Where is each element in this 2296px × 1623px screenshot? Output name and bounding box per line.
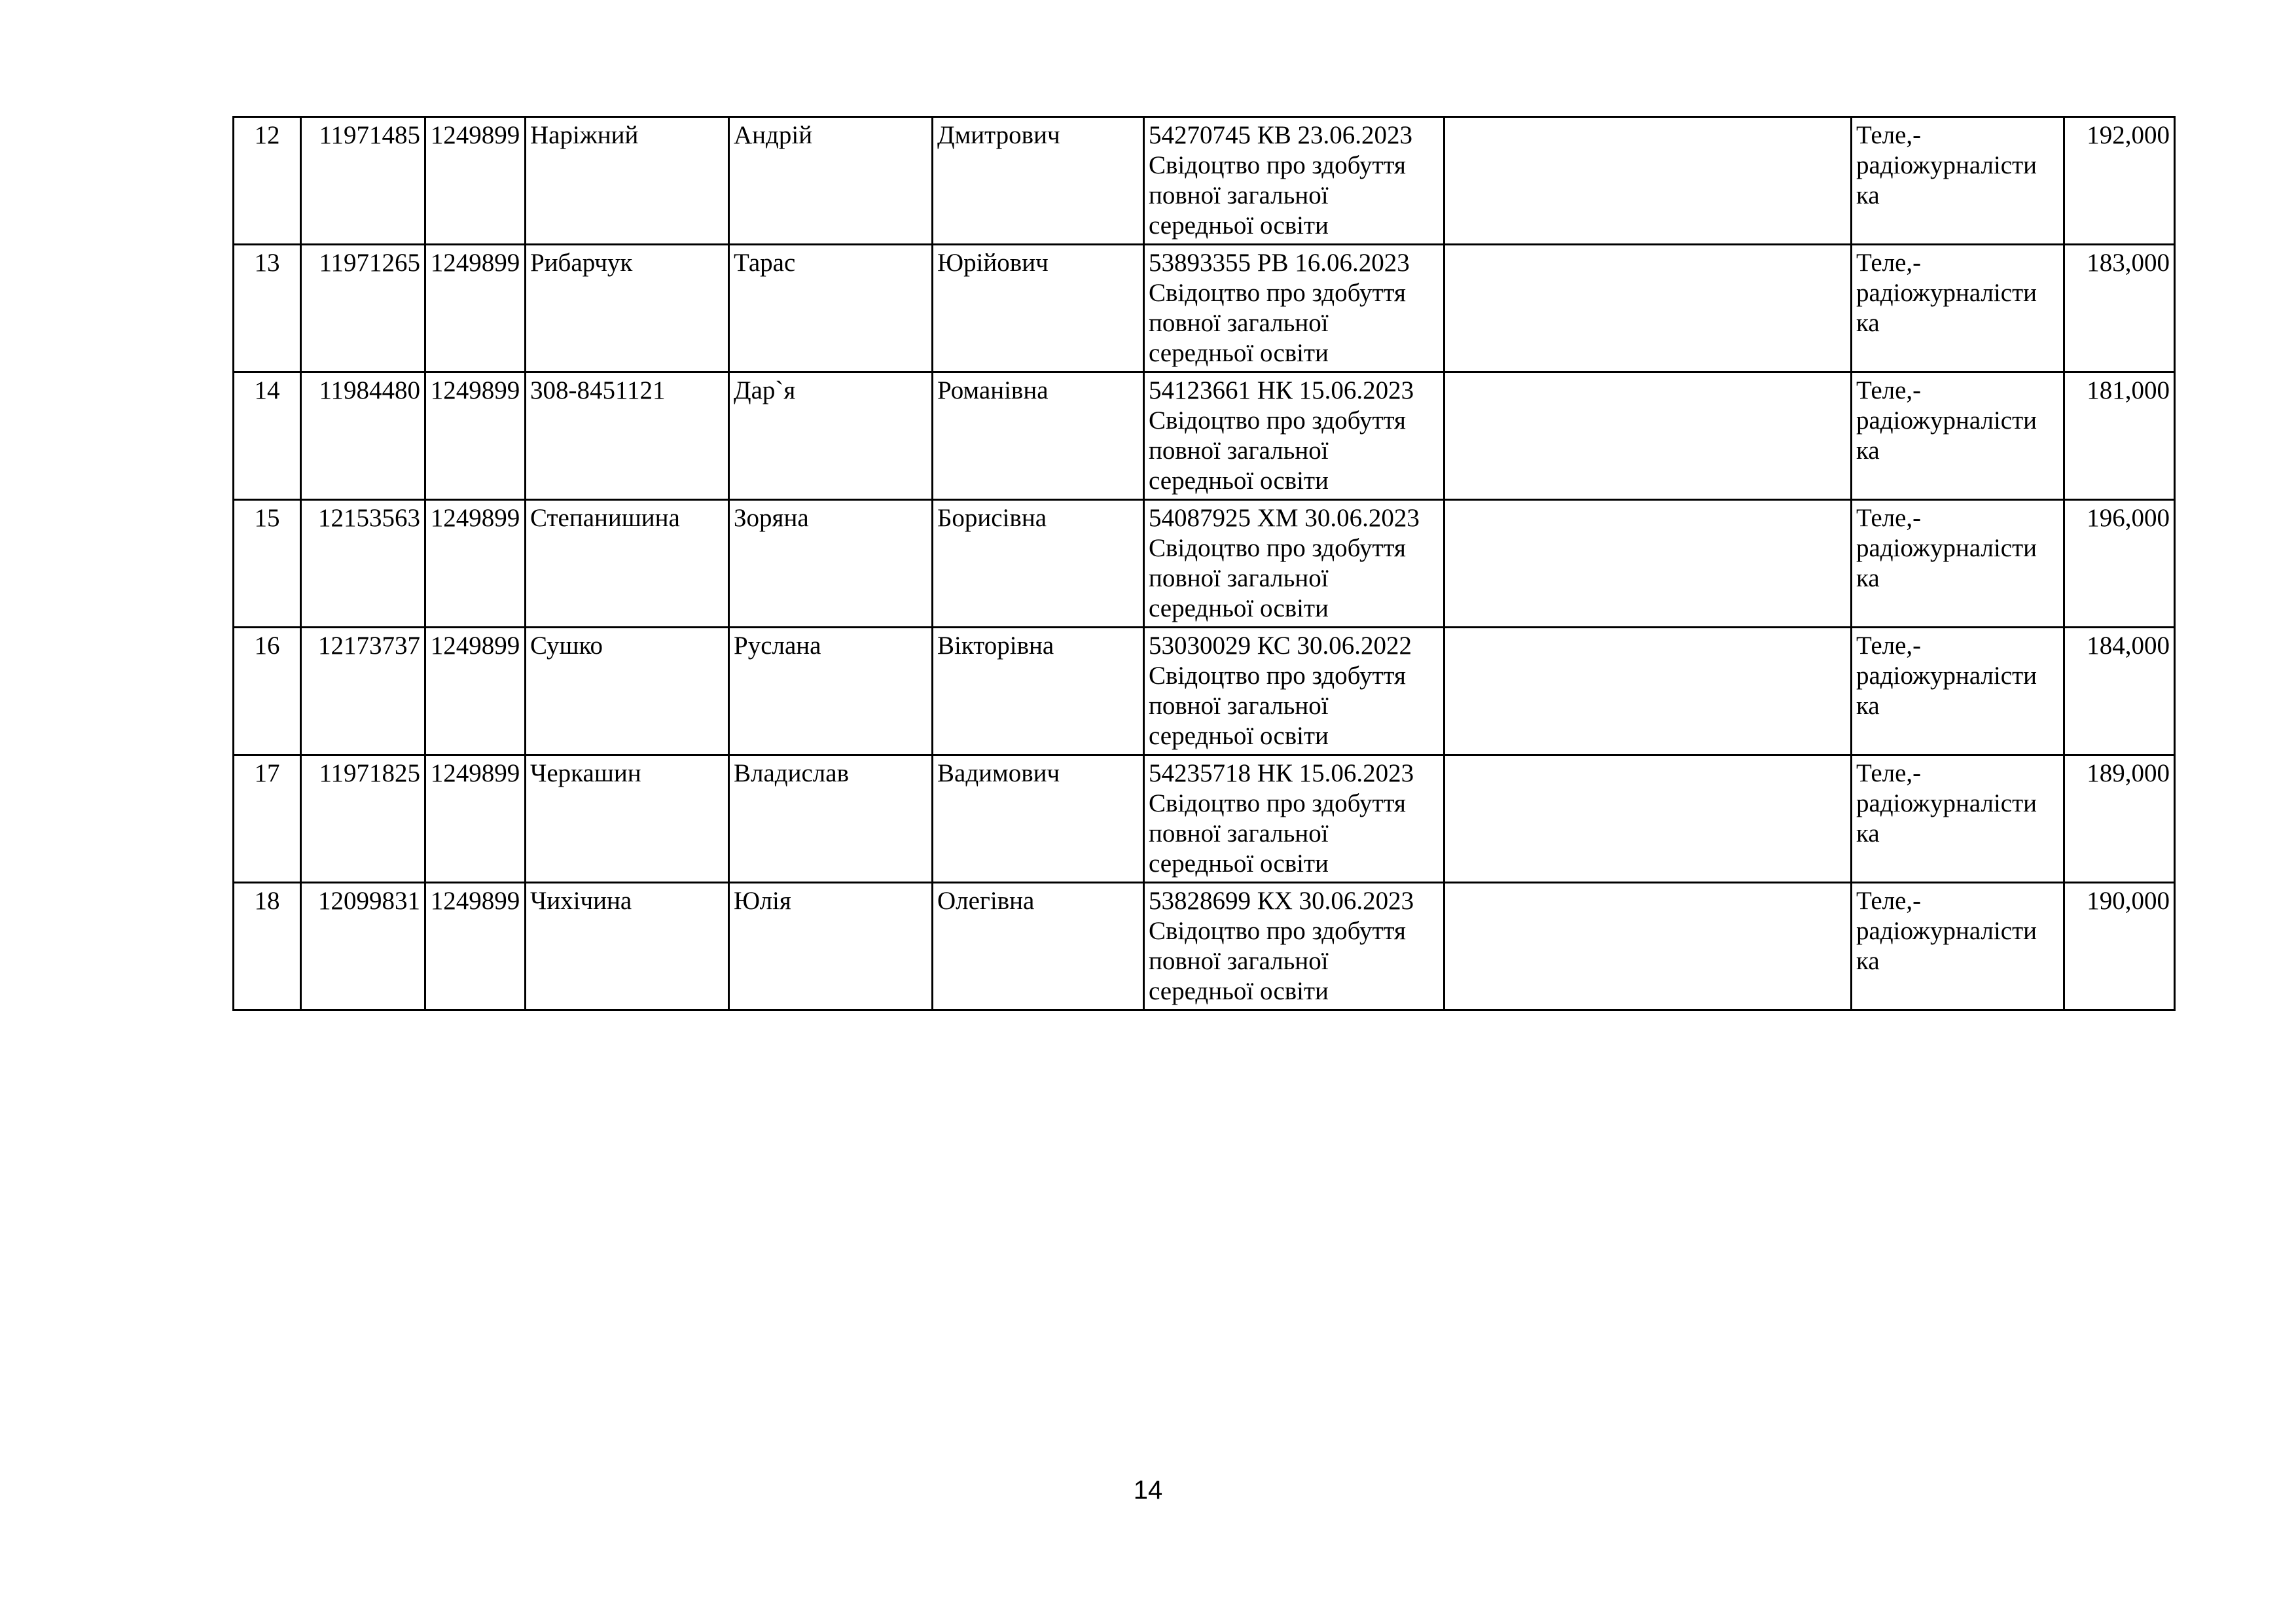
patronymic-cell: Борисівна <box>933 500 1144 628</box>
score-cell: 183,000 <box>2064 245 2175 372</box>
page-number: 14 <box>1133 1476 1163 1505</box>
table-body <box>234 117 2175 1010</box>
surname-cell: Чихічина <box>526 883 729 1010</box>
document-line: 53893355 РВ 16.06.2023 <box>1149 249 1410 277</box>
patronymic-cell: Вікторівна <box>933 628 1144 755</box>
specialty-line: Теле,- <box>1856 121 1922 149</box>
document-line: 54270745 КВ 23.06.2023 <box>1149 121 1413 149</box>
document-cell <box>1144 628 1444 755</box>
document-line: Свідоцтво про здобуття <box>1149 917 1406 945</box>
document-cell <box>1144 755 1444 883</box>
specialty-line: радіожурналісти <box>1856 151 2037 179</box>
applicant-id-cell: 11971485 <box>301 117 425 245</box>
specialty-line: радіожурналісти <box>1856 406 2037 435</box>
patronymic-cell: Юрійович <box>933 245 1144 372</box>
specialty-line: ка <box>1856 309 1880 337</box>
document-cell <box>1144 500 1444 628</box>
specialty-line: Теле,- <box>1856 632 1922 660</box>
document-line: середньої освіти <box>1149 211 1329 240</box>
first-name-cell: Дар`я <box>729 372 933 500</box>
table-row <box>234 117 2175 245</box>
document-line: 53030029 КС 30.06.2022 <box>1149 632 1412 660</box>
specialty-line: ка <box>1856 819 1880 847</box>
specialty-line: радіожурналісти <box>1856 789 2037 817</box>
row-number-cell: 16 <box>234 628 301 755</box>
specialty-line: ка <box>1856 692 1880 720</box>
document-line: повної загальної <box>1149 564 1329 592</box>
applicants-table <box>232 116 2176 1011</box>
applicant-id-cell: 12153563 <box>301 500 425 628</box>
document-cell <box>1144 117 1444 245</box>
document-cell <box>1144 245 1444 372</box>
program-code-cell: 1249899 <box>425 628 526 755</box>
specialty-cell <box>1852 245 2064 372</box>
patronymic-cell: Дмитрович <box>933 117 1144 245</box>
score-cell: 189,000 <box>2064 755 2175 883</box>
table-row <box>234 755 2175 883</box>
patronymic-cell: Олегівна <box>933 883 1144 1010</box>
program-code-cell: 1249899 <box>425 372 526 500</box>
first-name-cell: Зоряна <box>729 500 933 628</box>
specialty-line: Теле,- <box>1856 249 1922 277</box>
specialty-line: радіожурналісти <box>1856 279 2037 307</box>
specialty-line: радіожурналісти <box>1856 917 2037 945</box>
specialty-cell <box>1852 628 2064 755</box>
document-line: Свідоцтво про здобуття <box>1149 534 1406 562</box>
applicant-id-cell: 11984480 <box>301 372 425 500</box>
document-line: Свідоцтво про здобуття <box>1149 789 1406 817</box>
document-line: повної загальної <box>1149 181 1329 209</box>
surname-cell: Черкашин <box>526 755 729 883</box>
row-number-cell: 18 <box>234 883 301 1010</box>
program-code-cell: 1249899 <box>425 500 526 628</box>
document-line: 53828699 КХ 30.06.2023 <box>1149 887 1414 915</box>
document-line: середньої освіти <box>1149 722 1329 750</box>
document-line: повної загальної <box>1149 947 1329 975</box>
specialty-line: Теле,- <box>1856 376 1922 404</box>
specialty-line: Теле,- <box>1856 887 1922 915</box>
program-code-cell: 1249899 <box>425 117 526 245</box>
document-line: 54087925 ХМ 30.06.2023 <box>1149 504 1420 532</box>
document-cell <box>1144 883 1444 1010</box>
surname-cell: Степанишина <box>526 500 729 628</box>
surname-cell: Наріжний <box>526 117 729 245</box>
table-row <box>234 372 2175 500</box>
empty-cell <box>1444 372 1852 500</box>
program-code-cell: 1249899 <box>425 883 526 1010</box>
specialty-cell <box>1852 883 2064 1010</box>
document-line: середньої освіти <box>1149 977 1329 1005</box>
specialty-cell <box>1852 500 2064 628</box>
specialty-line: радіожурналісти <box>1856 534 2037 562</box>
row-number-cell: 13 <box>234 245 301 372</box>
score-cell: 184,000 <box>2064 628 2175 755</box>
surname-cell: Сушко <box>526 628 729 755</box>
row-number-cell: 14 <box>234 372 301 500</box>
specialty-line: ка <box>1856 564 1880 592</box>
document-line: середньої освіти <box>1149 594 1329 622</box>
row-number-cell: 12 <box>234 117 301 245</box>
first-name-cell: Тарас <box>729 245 933 372</box>
score-cell: 196,000 <box>2064 500 2175 628</box>
surname-cell: Рибарчук <box>526 245 729 372</box>
surname-cell: 308-8451121 <box>526 372 729 500</box>
specialty-line: Теле,- <box>1856 759 1922 787</box>
empty-cell <box>1444 500 1852 628</box>
document-line: Свідоцтво про здобуття <box>1149 279 1406 307</box>
first-name-cell: Руслана <box>729 628 933 755</box>
specialty-line: ка <box>1856 437 1880 465</box>
document-cell <box>1144 372 1444 500</box>
document-line: середньої освіти <box>1149 467 1329 495</box>
specialty-line: радіожурналісти <box>1856 662 2037 690</box>
applicant-id-cell: 11971825 <box>301 755 425 883</box>
empty-cell <box>1444 755 1852 883</box>
specialty-line: ка <box>1856 947 1880 975</box>
first-name-cell: Юлія <box>729 883 933 1010</box>
table-row <box>234 500 2175 628</box>
table-row <box>234 883 2175 1010</box>
first-name-cell: Владислав <box>729 755 933 883</box>
score-cell: 181,000 <box>2064 372 2175 500</box>
applicant-id-cell: 12099831 <box>301 883 425 1010</box>
document-line: середньої освіти <box>1149 339 1329 367</box>
patronymic-cell: Вадимович <box>933 755 1144 883</box>
specialty-line: ка <box>1856 181 1880 209</box>
program-code-cell: 1249899 <box>425 755 526 883</box>
empty-cell <box>1444 117 1852 245</box>
document-line: повної загальної <box>1149 692 1329 720</box>
document-line: повної загальної <box>1149 309 1329 337</box>
empty-cell <box>1444 883 1852 1010</box>
program-code-cell: 1249899 <box>425 245 526 372</box>
applicant-id-cell: 12173737 <box>301 628 425 755</box>
table-row <box>234 628 2175 755</box>
specialty-cell <box>1852 117 2064 245</box>
document-line: 54235718 НК 15.06.2023 <box>1149 759 1414 787</box>
document-line: повної загальної <box>1149 437 1329 465</box>
empty-cell <box>1444 628 1852 755</box>
patronymic-cell: Романівна <box>933 372 1144 500</box>
applicant-id-cell: 11971265 <box>301 245 425 372</box>
specialty-cell <box>1852 372 2064 500</box>
document-line: повної загальної <box>1149 819 1329 847</box>
specialty-line: Теле,- <box>1856 504 1922 532</box>
score-cell: 192,000 <box>2064 117 2175 245</box>
document-line: Свідоцтво про здобуття <box>1149 662 1406 690</box>
document-line: 54123661 НК 15.06.2023 <box>1149 376 1414 404</box>
row-number-cell: 15 <box>234 500 301 628</box>
document-line: Свідоцтво про здобуття <box>1149 406 1406 435</box>
empty-cell <box>1444 245 1852 372</box>
row-number-cell: 17 <box>234 755 301 883</box>
table-row <box>234 245 2175 372</box>
document-line: Свідоцтво про здобуття <box>1149 151 1406 179</box>
specialty-cell <box>1852 755 2064 883</box>
first-name-cell: Андрій <box>729 117 933 245</box>
score-cell: 190,000 <box>2064 883 2175 1010</box>
document-line: середньої освіти <box>1149 849 1329 878</box>
